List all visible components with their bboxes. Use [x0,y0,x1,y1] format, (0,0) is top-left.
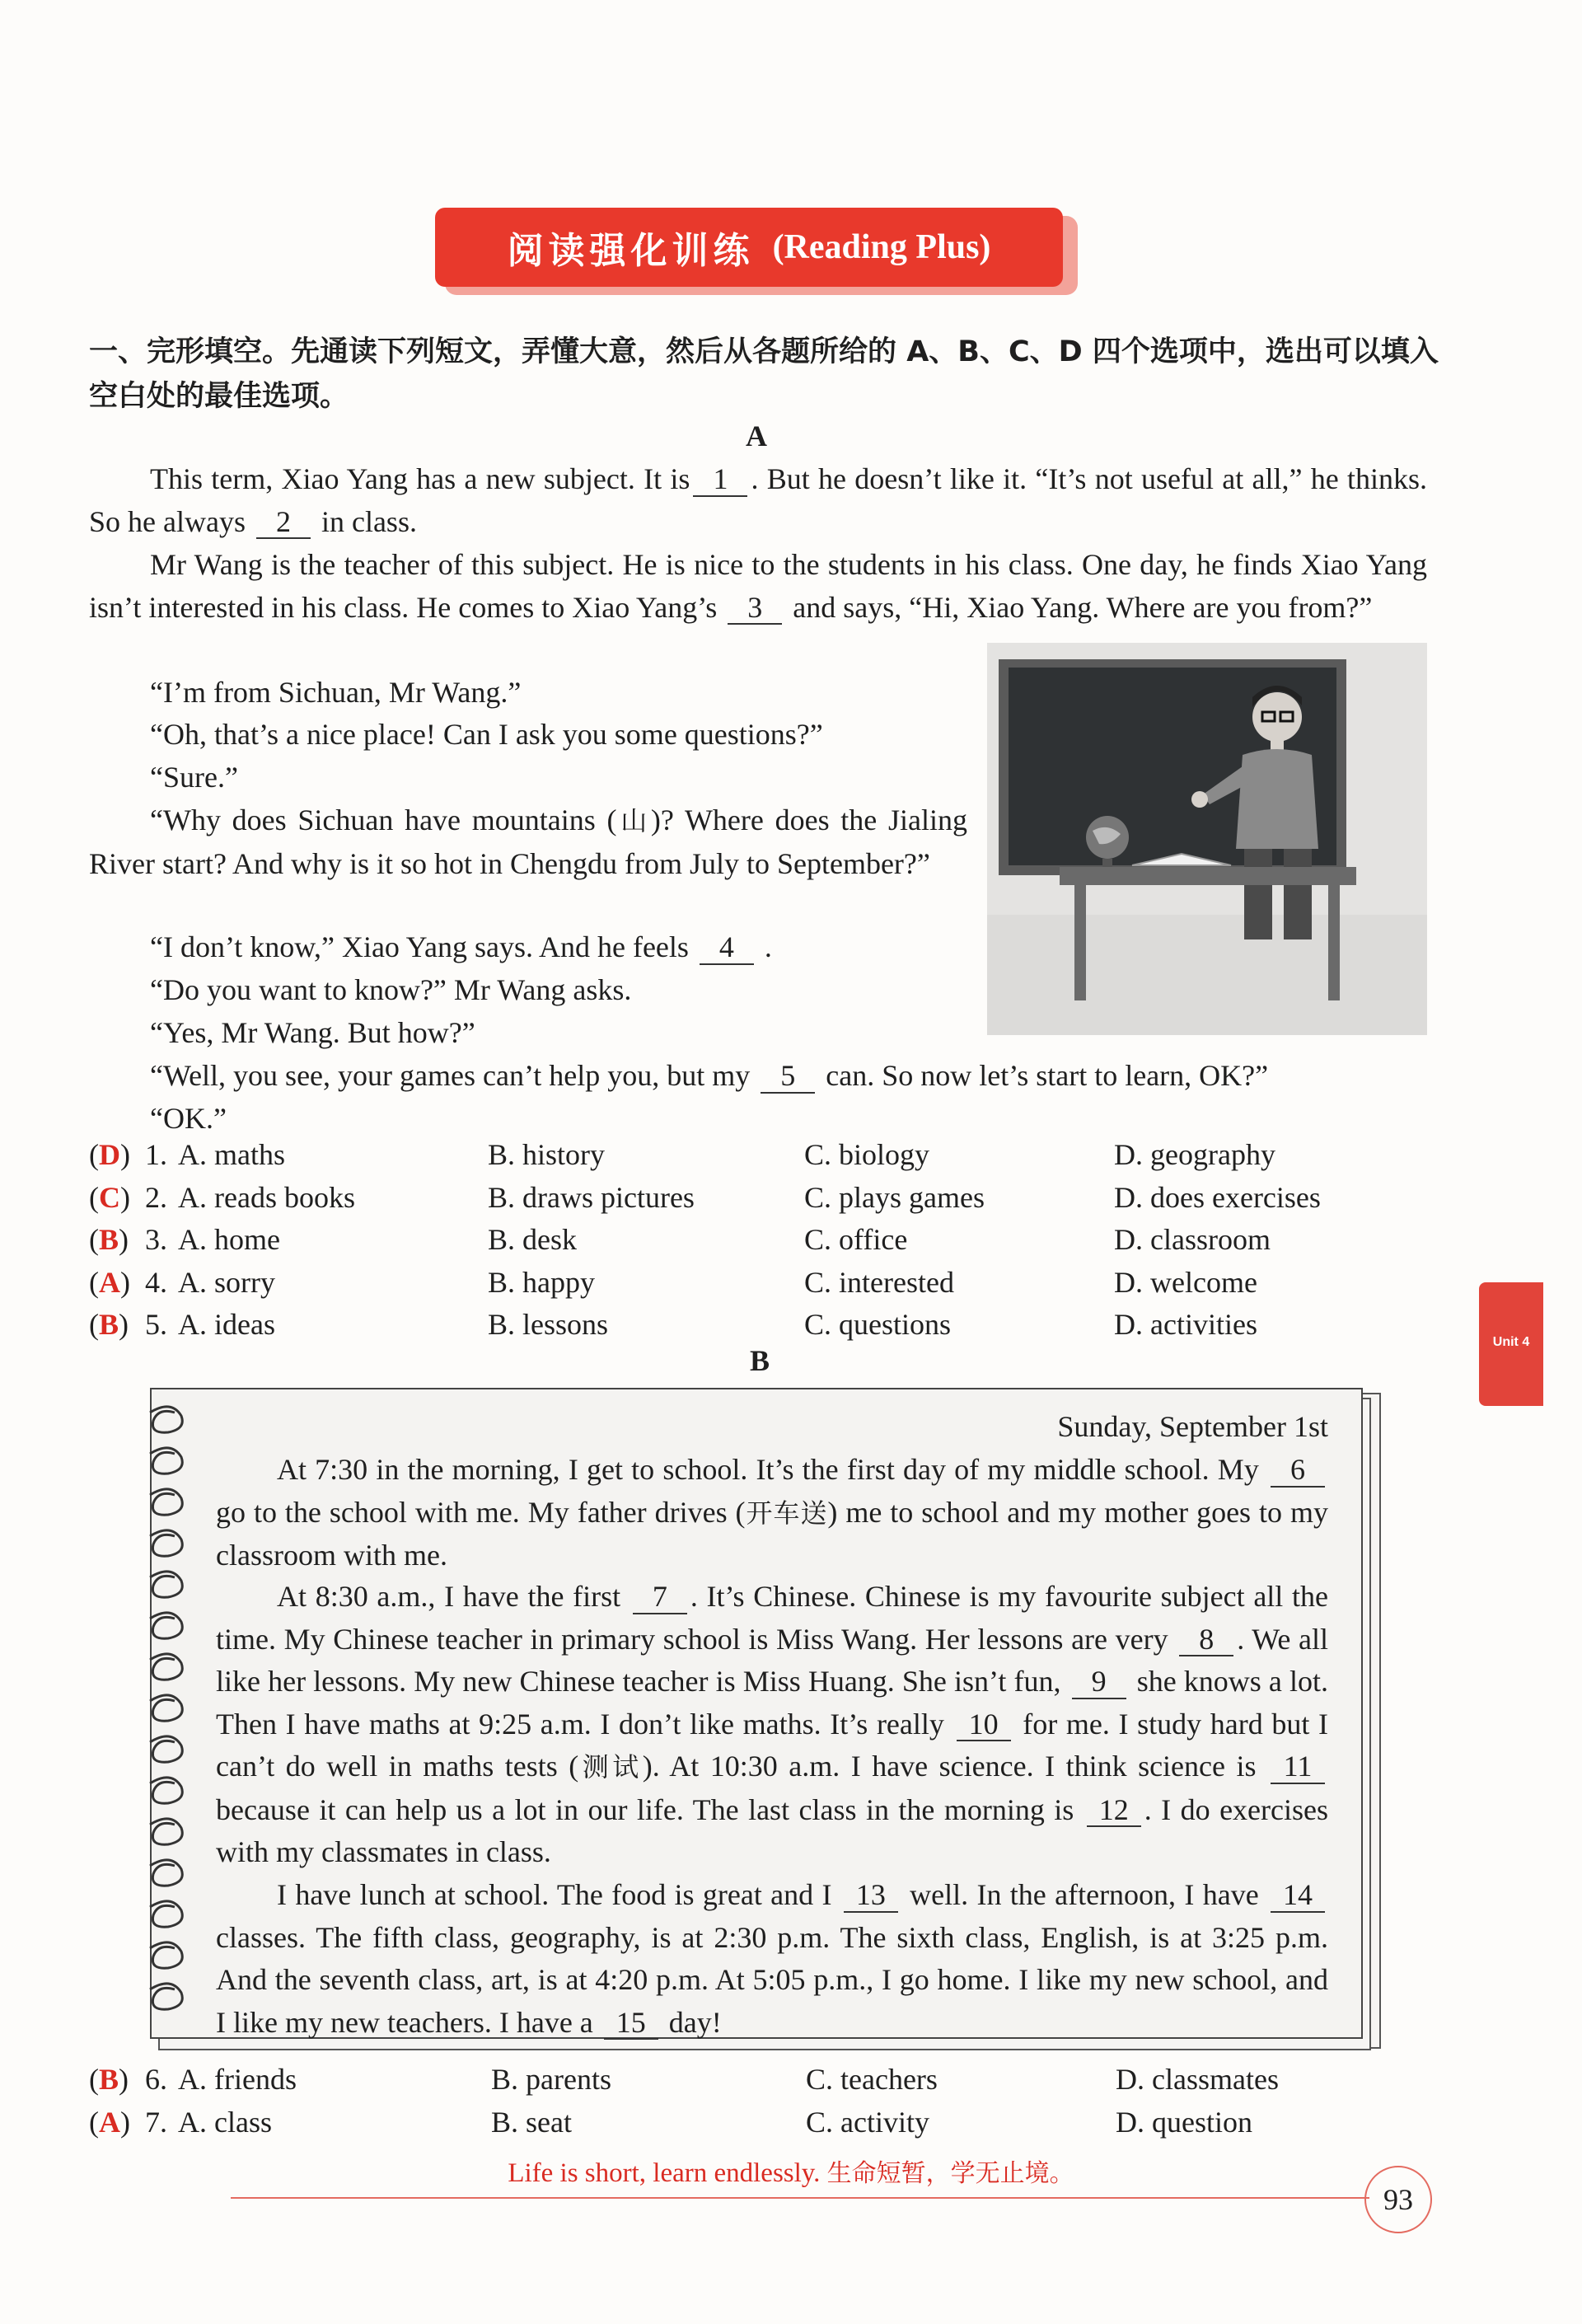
footer-divider [231,2197,1369,2199]
blank-12: 12 [1087,1795,1141,1828]
option-b: B. lessons [488,1308,609,1341]
option-a: A. reads books [178,1181,355,1214]
teacher-at-blackboard-illustration [987,643,1427,1035]
blank-5: 5 [761,1061,815,1094]
option-d: D. classroom [1114,1223,1271,1256]
option-a: A. home [178,1223,280,1256]
answer-6: B [99,2063,119,2096]
diary-date: Sunday, September 1st [1057,1410,1328,1443]
passage-b-paragraph-1: At 7:30 in the morning, I get to school. It’s the first day of my middle school. My 6 go to the school with me. My father drives (开车送) me to school and my mother goes to my classroom with me. [216,1453,1328,1572]
option-c: C. office [804,1223,908,1256]
blank-1: 1 [693,464,747,497]
option-b: B. happy [488,1266,595,1299]
question-5: (B) 5. A. ideas B. lessons C. questions D. activities [89,1308,1257,1341]
passage-b-paragraph-2: At 8:30 a.m., I have the first 7 . It’s Chinese. Chinese is my favourite subject all the time. My Chinese teacher in primary school is Miss Wang. Her lessons are very 8 . We all like her lessons. My new Chinese teacher is Miss Huang. She isn’t fun, 9 she knows a lot. Then I have maths at 9:25 a.m. I don’t like maths. It’s really 10 for me. I study hard but I can’t do well in maths tests (测试). At 10:30 a.m. I have science. I think science is 11 because it can help us a lot in our life. The last class in the morning is 12 . I do exercises with my classmates in class. [216,1580,1329,1868]
page-number: 93 [1364,2166,1432,2233]
section-b-label: B [749,1344,770,1377]
question-6: (B) 6. A. friends B. parents C. teachers D. classmates [89,2063,1279,2096]
option-c: C. questions [804,1308,952,1341]
option-c: C. biology [804,1138,930,1171]
option-b: B. history [488,1138,606,1171]
passage-a-paragraph-1: This term, Xiao Yang has a new subject. It is 1 . But he doesn’t like it. “It’s not useful at all,” he thinks. So he always 2 in class. [89,462,1428,538]
passage-a-dialogue-1: “I’m from Sichuan, Mr Wang.” [150,676,522,709]
blank-14: 14 [1271,1880,1325,1913]
blank-11: 11 [1271,1751,1325,1784]
option-c: C. activity [806,2106,929,2139]
blank-15: 15 [604,2008,658,2041]
question-2: (C) 2. A. reads books B. draws pictures C. plays games D. does exercises [89,1181,1321,1214]
banner-title-cn: 阅读强化训练 [507,230,755,272]
section-a-label: A [746,419,767,452]
answer-7: A [99,2106,120,2139]
option-d: D. classmates [1116,2063,1279,2096]
answer-1: D [99,1138,120,1171]
option-b: B. desk [488,1223,577,1256]
option-d: D. does exercises [1114,1181,1321,1214]
passage-a-dialogue-3: “Sure.” [150,761,238,794]
option-c: C. teachers [806,2063,938,2096]
passage-a-dialogue-4: “Why does Sichuan have mountains (山)? Where does the Jialing River start? And why is it so hot in Chengdu from July to September?” [89,804,967,880]
option-a: A. sorry [178,1266,275,1299]
option-c: C. interested [804,1266,954,1299]
question-4: (A) 4. A. sorry B. happy C. interested D. welcome [89,1266,1257,1299]
passage-a-dialogue-7: “Yes, Mr Wang. But how?” [150,1016,475,1049]
option-b: B. draws pictures [488,1181,695,1214]
passage-a-dialogue-6: “Do you want to know?” Mr Wang asks. [150,973,632,1006]
unit-tab-label: Unit 4 [1492,1335,1530,1349]
blank-3: 3 [728,593,782,626]
banner-title-en: (Reading Plus) [772,228,991,266]
title-banner [435,208,1063,287]
option-a: A. friends [178,2063,297,2096]
answer-2: C [99,1181,120,1214]
blank-10: 10 [957,1709,1011,1742]
blank-9: 9 [1072,1666,1126,1699]
blank-6: 6 [1271,1455,1325,1488]
option-c: C. plays games [804,1181,985,1214]
passage-a-paragraph-2: Mr Wang is the teacher of this subject. He is nice to the students in his class. One day, he finds Xiao Yang isn’t interested in his class. He comes to Xiao Yang’s 3 and says, “Hi, Xiao Yang. Where are you from?” [89,548,1427,624]
option-b: B. parents [491,2063,611,2096]
question-3: (B) 3. A. home B. desk C. office D. classroom [89,1223,1271,1256]
option-a: A. class [178,2106,272,2139]
footer-motto: Life is short, learn endlessly. 生命短暂，学无止境。 [508,2158,1074,2188]
blank-4: 4 [700,932,754,965]
question-1: (D) 1. A. maths B. history C. biology D. geography [89,1138,1275,1171]
passage-a-dialogue-8: “Well, you see, your games can’t help you, but my 5 can. So now let’s start to learn, OK?” [150,1059,1269,1092]
option-a: A. maths [178,1138,285,1171]
blank-13: 13 [844,1880,898,1913]
answer-3: B [99,1223,119,1256]
notebook-spiral-binding [138,1396,196,2029]
question-7: (A) 7. A. class B. seat C. activity D. question [89,2106,1252,2139]
option-a: A. ideas [178,1308,275,1341]
passage-a-dialogue-2: “Oh, that’s a nice place! Can I ask you some questions?” [150,718,823,751]
option-d: D. welcome [1114,1266,1257,1299]
blank-2: 2 [256,507,311,540]
option-d: D. activities [1114,1308,1257,1341]
passage-b-paragraph-3: I have lunch at school. The food is great and I 13 well. In the afternoon, I have 14 classes. The fifth class, geography, is at 2:30 p.m. The sixth class, English, is at 3:25 p.m. And the seventh class, art, is at 4:20 p.m. At 5:05 p.m., I go home. I like my new school, and I like my new teachers. I have a 15 day! [216,1878,1328,2039]
blank-8: 8 [1179,1624,1233,1657]
exercise-instructions: 一、完形填空。先通读下列短文，弄懂大意，然后从各题所给的 A、B、C、D 四个选项中，选出可以填入空白处的最佳选项。 [89,335,1439,413]
answer-4: A [99,1266,120,1299]
passage-a-dialogue-9: “OK.” [150,1102,227,1135]
blank-7: 7 [633,1581,687,1614]
passage-a-dialogue-5: “I don’t know,” Xiao Yang says. And he feels 4 . [150,930,772,963]
option-d: D. question [1116,2106,1252,2139]
option-d: D. geography [1114,1138,1275,1171]
unit-side-tab [1479,1282,1543,1406]
option-b: B. seat [491,2106,572,2139]
answer-5: B [99,1308,119,1341]
